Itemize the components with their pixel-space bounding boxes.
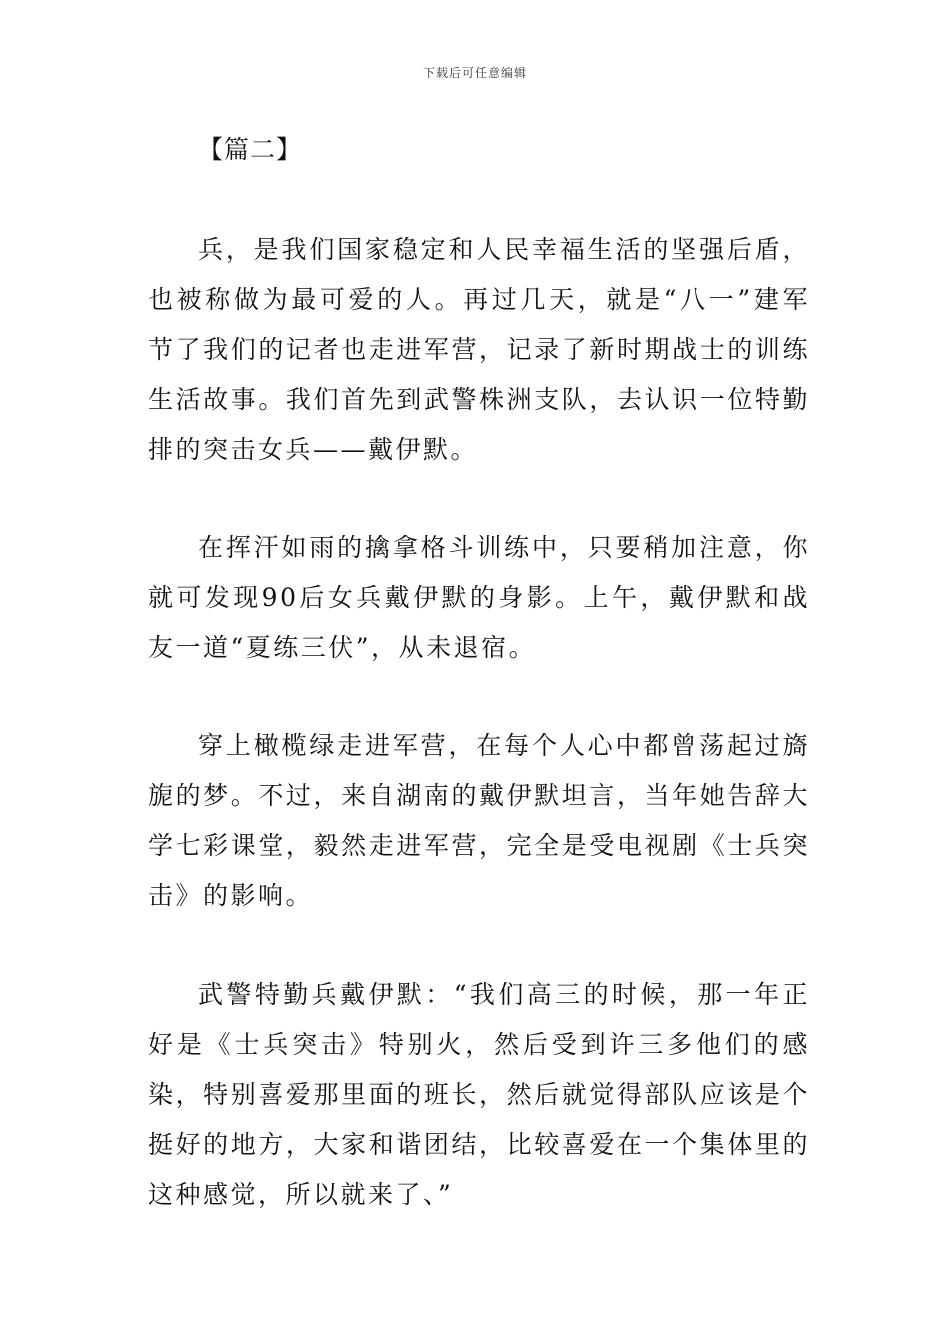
paragraph-quote: 武警特勤兵戴伊默：“我们高三的时候，那一年正好是《士兵突击》特别火，然后受到许三多他们的感染，特别喜爱那里面的班长，然后就觉得部队应该是个挺好的地方，大家和谐团结，比较喜爱在一个集体里的这种感觉，所以就来了、” bbox=[148, 980, 810, 1209]
section-title: 【篇二】 bbox=[198, 135, 303, 164]
page-header: 下载后可任意编辑 bbox=[422, 66, 527, 80]
paragraph-intro: 兵，是我们国家稳定和人民幸福生活的坚强后盾，也被称做为最可爱的人。再过几天，就是“八一”建军节了我们的记者也走进军营，记录了新时期战士的训练生活故事。我们首先到武警株洲支队，去认识一位特勤排的突击女兵——戴伊默。 bbox=[148, 235, 810, 464]
paragraph-motivation: 穿上橄榄绿走进军营，在每个人心中都曾荡起过旖旎的梦。不过，来自湖南的戴伊默坦言，当年她告辞大学七彩课堂，毅然走进军营，完全是受电视剧《士兵突击》的影响。 bbox=[148, 731, 810, 910]
paragraph-training: 在挥汗如雨的擒拿格斗训练中，只要稍加注意，你就可发现90后女兵戴伊默的身影。上午，戴伊默和战友一道“夏练三伏”，从未退宿。 bbox=[148, 533, 810, 662]
